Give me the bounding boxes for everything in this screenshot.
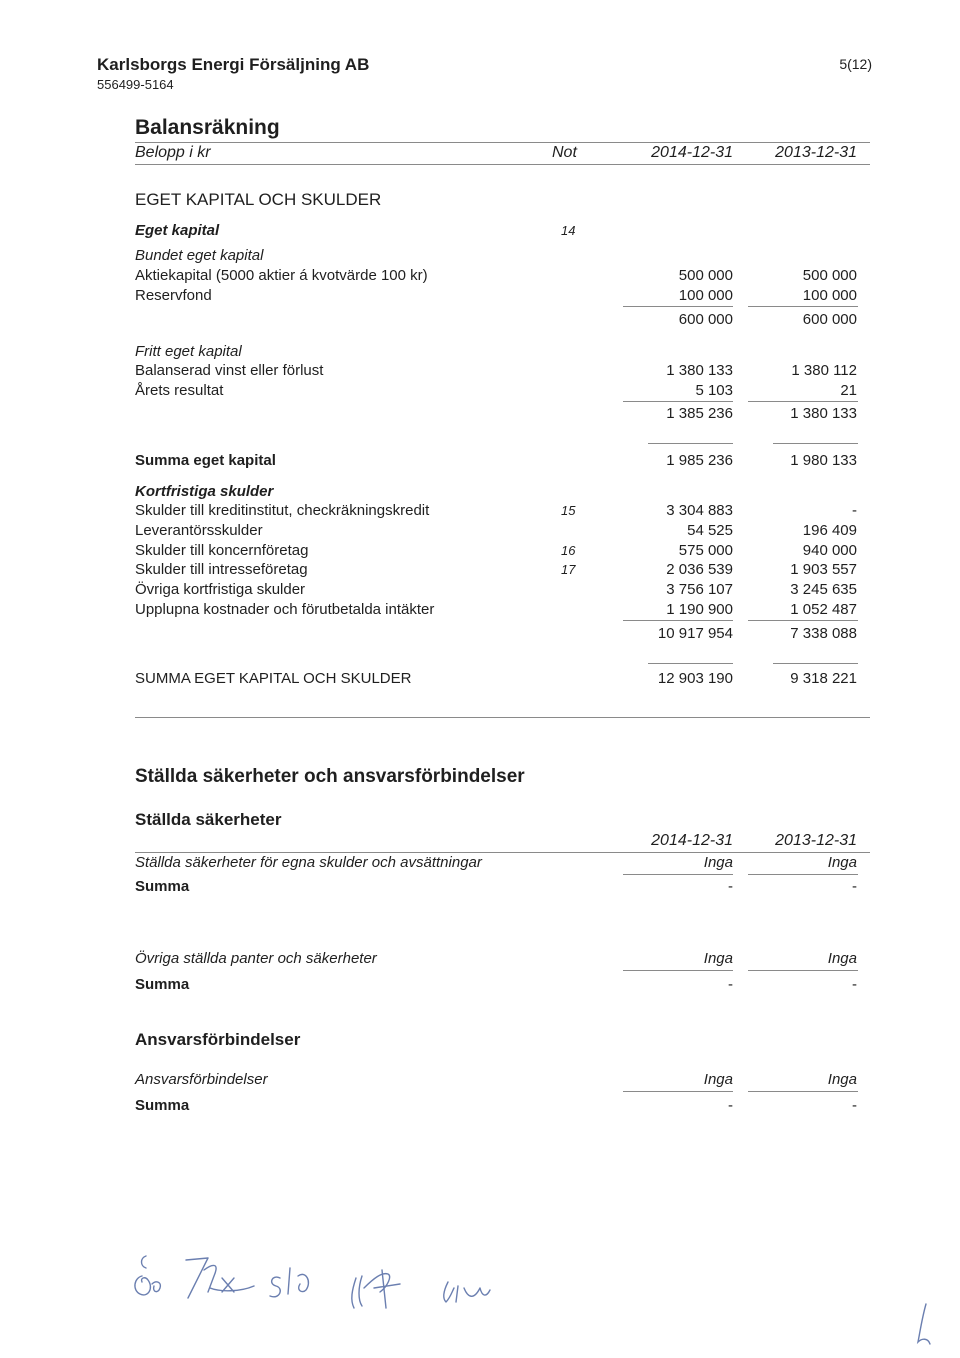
debt-row-note: 16 [561,543,576,558]
free-sum-2013: 1 380 133 [790,405,857,422]
total-rule [773,663,858,664]
reserve-2013: 100 000 [802,287,857,304]
debt-row-2014: 2 036 539 [666,561,733,578]
free-sum-2014: 1 385 236 [666,405,733,422]
other-sum-2014: - [728,976,733,993]
sum-rule [748,401,858,402]
reserve-2014: 100 000 [678,287,733,304]
share-capital-label: Aktiekapital (5000 aktier á kvotvärde 100 kr) [135,267,428,284]
pledged-row-label: Ställda säkerheter för egna skulder och avsättningar [135,854,482,871]
sum-rule [623,874,733,875]
debt-row-label: Upplupna kostnader och förutbetalda intäkter [135,601,435,618]
pledged-sum-2014: - [728,878,733,895]
pledged-sum-2013: - [852,878,857,895]
retained-label: Balanserad vinst eller förlust [135,362,324,379]
other-pledges-2013: Inga [827,950,857,967]
sum-rule [748,306,858,307]
sum-rule [748,620,858,621]
sum-rule [748,874,858,875]
sum-rule [623,620,733,621]
equity-title: Eget kapital [135,222,220,239]
sum-rule [623,306,733,307]
debt-row-label: Skulder till kreditinstitut, checkräkningskredit [135,502,430,519]
section-divider [135,717,870,718]
grand-total-2013: 9 318 221 [790,670,857,687]
contingent-sum-2014: - [728,1097,733,1114]
pledges-title: Ställda säkerheter och ansvarsförbindelser [135,766,525,787]
pledged-sum-label: Summa [135,878,190,895]
short-term-sum-2014: 10 917 954 [657,625,733,642]
retained-2014: 1 380 133 [666,362,733,379]
debt-row-2013: 3 245 635 [790,581,857,598]
col-header-2013: 2013-12-31 [775,144,857,161]
unit-header: Belopp i kr [135,144,211,161]
debt-row-2014: 3 756 107 [666,581,733,598]
header-rule [135,164,870,165]
other-pledges-2014: Inga [703,950,733,967]
debt-row-2014: 575 000 [678,542,733,559]
debt-row-2013: 1 052 487 [790,601,857,618]
restricted-sum-2013: 600 000 [802,311,857,328]
other-sum-label: Summa [135,976,190,993]
debt-row-label: Leverantörsskulder [135,522,263,539]
org-number: 556499-5164 [97,77,174,92]
debt-row-2013: - [852,502,857,519]
share-capital-2014: 500 000 [678,267,733,284]
note-header: Not [552,144,577,161]
contingent-row-2013: Inga [827,1071,857,1088]
sum-rule [748,1091,858,1092]
sum-rule [623,401,733,402]
other-sum-2013: - [852,976,857,993]
pledged-row-2014: Inga [703,854,733,871]
result-2013: 21 [840,382,857,399]
result-label: Årets resultat [135,382,224,399]
debt-row-label: Skulder till intresseföretag [135,561,308,578]
debt-row-label: Övriga kortfristiga skulder [135,581,306,598]
debt-row-note: 15 [561,503,576,518]
contingent-sum-label: Summa [135,1097,190,1114]
page-number: 5(12) [839,56,872,72]
pledged-col-2014: 2014-12-31 [651,832,733,849]
restricted-equity-title: Bundet eget kapital [135,247,264,264]
balance-title: Balansräkning [135,116,280,139]
debt-row-2014: 54 525 [687,522,733,539]
restricted-sum-2014: 600 000 [678,311,733,328]
grand-total-2014: 12 903 190 [657,670,733,687]
equity-total-2013: 1 980 133 [790,452,857,469]
col-header-2014: 2014-12-31 [651,144,733,161]
contingent-row-2014: Inga [703,1071,733,1088]
contingent-row-label: Ansvarsförbindelser [135,1071,268,1088]
debt-row-2014: 1 190 900 [666,601,733,618]
section-title: EGET KAPITAL OCH SKULDER [135,190,382,209]
short-term-sum-2013: 7 338 088 [790,625,857,642]
short-term-title: Kortfristiga skulder [135,483,274,500]
sum-rule [623,1091,733,1092]
total-rule [648,663,733,664]
title-rule [135,142,870,143]
equity-total-2014: 1 985 236 [666,452,733,469]
debt-row-2014: 3 304 883 [666,502,733,519]
debt-row-label: Skulder till koncernföretag [135,542,309,559]
pledged-title: Ställda säkerheter [135,810,282,829]
grand-total-label: SUMMA EGET KAPITAL OCH SKULDER [135,670,412,687]
equity-total-label: Summa eget kapital [135,452,276,469]
reserve-label: Reservfond [135,287,212,304]
margin-mark-icon [910,1298,940,1358]
total-rule [773,443,858,444]
result-2014: 5 103 [695,382,733,399]
pledged-col-2013: 2013-12-31 [775,832,857,849]
debt-row-2013: 1 903 557 [790,561,857,578]
contingent-sum-2013: - [852,1097,857,1114]
handwritten-initials [130,1248,560,1328]
debt-row-note: 17 [561,562,576,577]
equity-note: 14 [561,223,576,238]
pledged-header-rule [135,852,870,853]
contingent-title: Ansvarsförbindelser [135,1030,301,1049]
free-equity-title: Fritt eget kapital [135,343,242,360]
company-name: Karlsborgs Energi Försäljning AB [97,55,370,74]
other-pledges-label: Övriga ställda panter och säkerheter [135,950,377,967]
total-rule [648,443,733,444]
pledged-row-2013: Inga [827,854,857,871]
retained-2013: 1 380 112 [791,362,857,379]
share-capital-2013: 500 000 [802,267,857,284]
debt-row-2013: 196 409 [802,522,857,539]
debt-row-2013: 940 000 [802,542,857,559]
sum-rule [748,970,858,971]
sum-rule [623,970,733,971]
